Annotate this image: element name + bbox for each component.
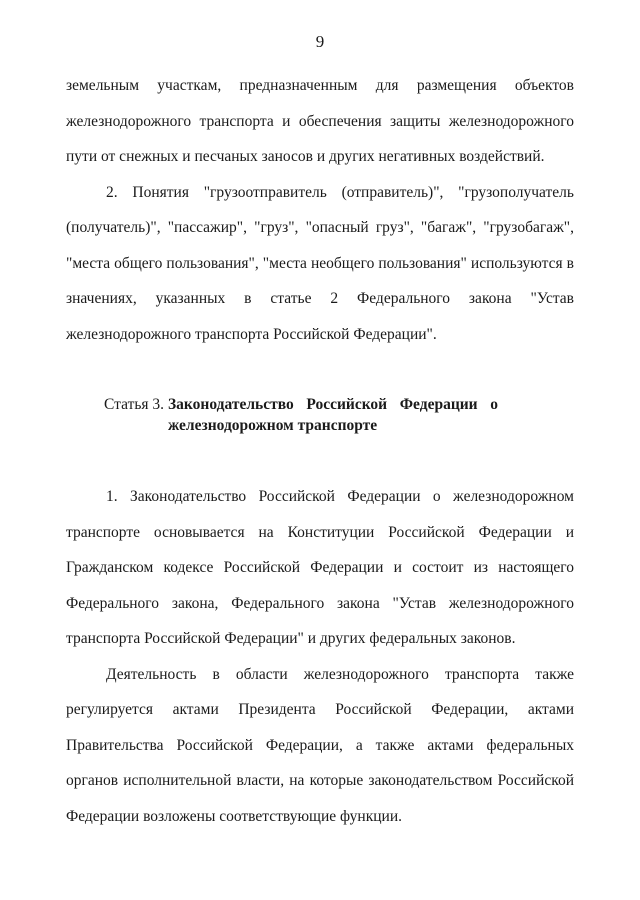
article-label: Статья 3. (104, 396, 165, 413)
paragraph-legislation: 1. Законодательство Российской Федерации о железнодорожном транспорте основывается на Конституции Российской Федерации и Гражданском кодексе Российской Федерации и состоит из настоящего Федерального закона, Федерального закона "Устав железнодорожного транспорта Российской Федерации" и других федеральных законов. (66, 488, 574, 647)
paragraph-definitions: 2. Понятия "грузоотправитель (отправитель)", "грузополучатель (получатель)", "пассажир", "груз", "опасный груз", "багаж", "грузобагаж", "места общего пользования", "места необщего пользования" используются в значениях, указанных в статье 2 Федерального закона "Устав железнодорожного транспорта Российской Федерации". (66, 183, 574, 343)
article-title: Законодательство Российской Федерации о железнодорожном транспорте (168, 396, 498, 434)
page-number: 9 (315, 32, 325, 51)
paragraph-regulation: Деятельность в области железнодорожного транспорта также регулируется актами Президента Российской Федерации, актами Правительства Российской Федерации, а также актами федеральных органов исполнительной власти, на которые законодательством Российской Федерации возложены соответствующие функции. (66, 665, 574, 825)
text-block-bottom (66, 479, 574, 834)
article-heading (104, 394, 574, 436)
paragraph-continuation: земельным участкам, предназначенным для размещения объектов железнодорожного транспорта и обеспечения защиты железнодорожного пути от снежных и песчаных заносов и других негативных воздействий. (66, 77, 574, 165)
text-block-top (66, 68, 574, 352)
